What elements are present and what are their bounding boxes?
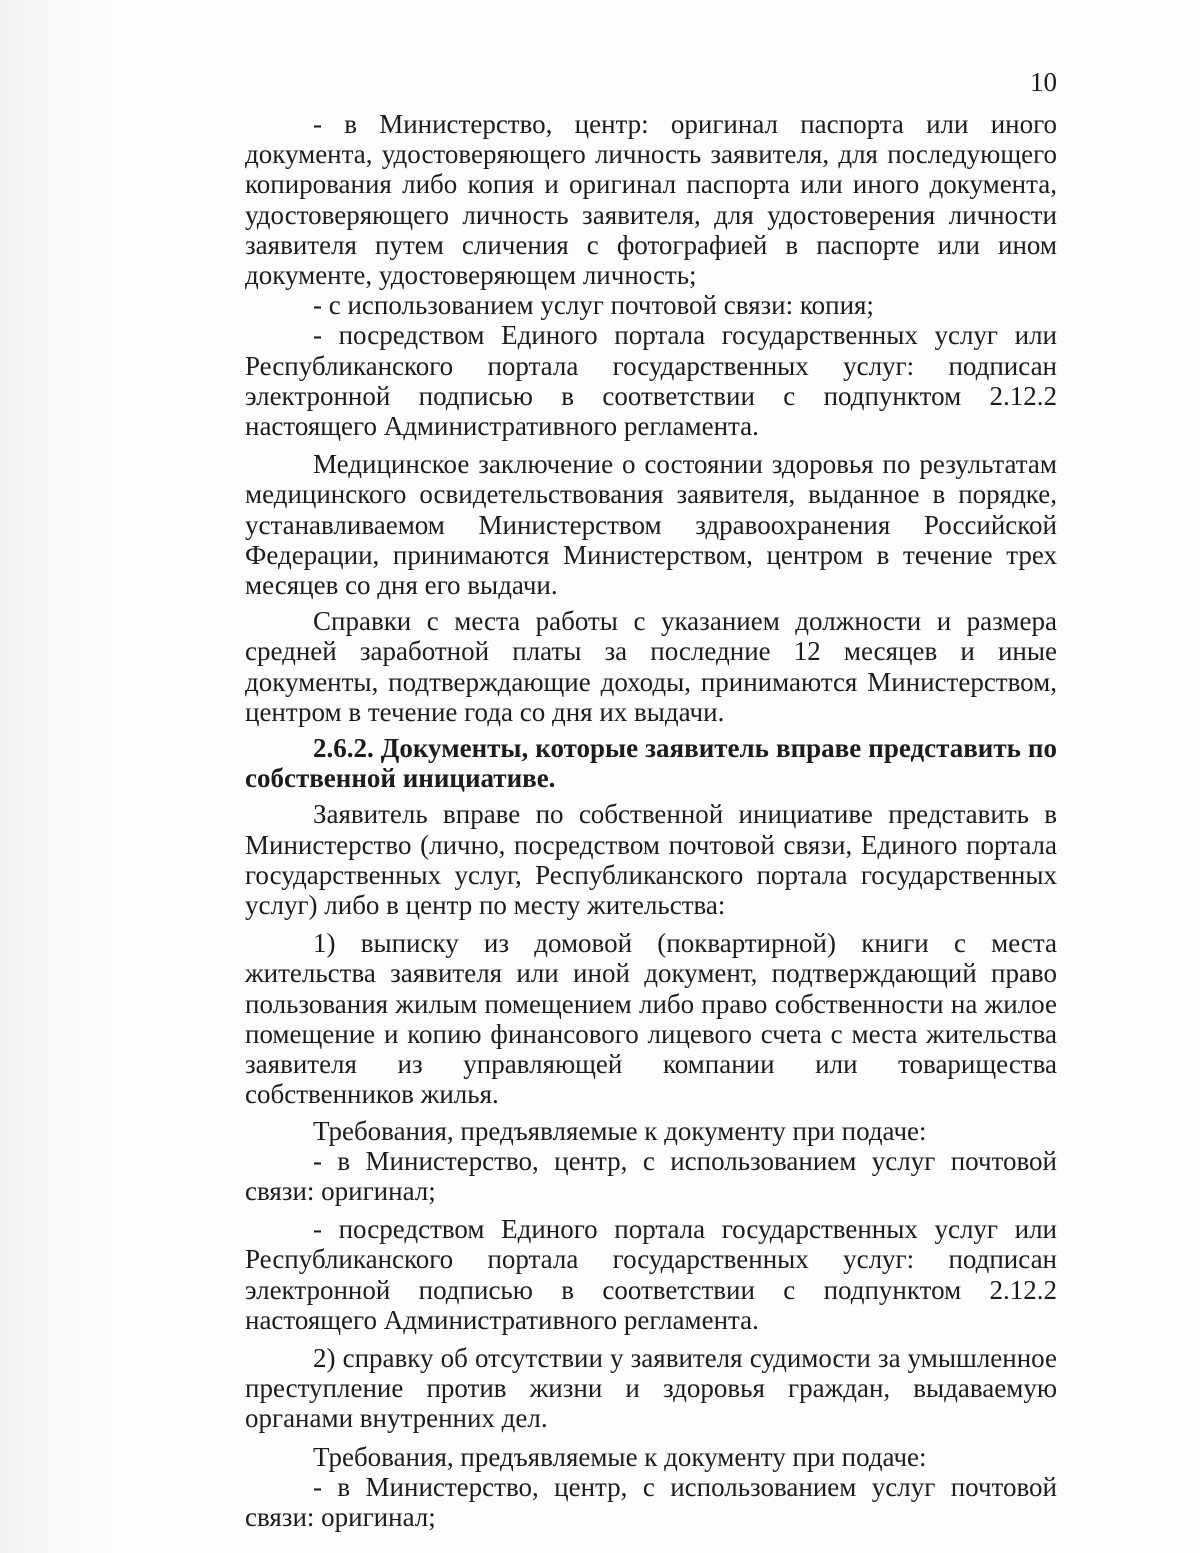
paragraph-medical-certificate: Медицинское заключение о состоянии здоровья по результатам медицинского освидетельствования заявителя, выданное в порядке, устанавливаемом Министерством здравоохранения Российской Федерации, принимаются Министерством, центром в течение трех месяцев со дня его выдачи. (245, 449, 1057, 601)
paragraph-ministry-postal-original-2: - в Министерство, центр, с использованием услуг почтовой связи: оригинал; (245, 1471, 1057, 1532)
scan-edge-shading (0, 0, 120, 1553)
paragraph-requirements-2: Требования, предъявляемые к документу при подаче: (313, 1441, 927, 1472)
paragraph-passport-requirement: - в Министерство, центр: оригинал паспорта или иного документа, удостоверяющего личность заявителя, для последующего копирования либо копия и оригинал паспорта или иного документа, удостоверяющего личность заявителя, для удостоверения личности заявителя путем сличения с фотографией в паспорте или ином документе, удостоверяющем личность; (245, 109, 1057, 291)
list-item-2-criminal-record: 2) справку об отсутствии у заявителя судимости за умышленное преступление против жизни и здоровья граждан, выдаваемую органами внутренних дел. (245, 1342, 1057, 1434)
paragraph-income-certificates: Справки с места работы с указанием должности и размера средней заработной платы за последние 12 месяцев и иные документы, подтверждающие доходы, принимаются Министерством, центром в течение года со дня их выдачи. (245, 606, 1057, 727)
list-item-1-house-book-extract: 1) выписку из домовой (поквартирной) книги с места жительства заявителя или иной документ, подтверждающий право пользования жилым помещением либо право собственности на жилое помещение и копию финансового лицевого счета с места жительства заявителя из управляющей компании или товарищества собственников жилья. (245, 928, 1057, 1110)
paragraph-own-initiative: Заявитель вправе по собственной инициативе представить в Министерство (лично, посредством почтовой связи, Единого портала государственных услуг, Республиканского портала государственных услуг) либо в центр по месту жительства: (245, 799, 1057, 921)
paragraph-requirements-1: Требования, предъявляемые к документу при подаче: (313, 1115, 927, 1146)
page-number: 10 (1030, 67, 1057, 97)
paragraph-portal-signature: - посредством Единого портала государственных услуг или Республиканского портала государственных услуг: подписан электронной подписью в соответствии с подпунктом 2.12.2 настоящего Административного регламента. (245, 320, 1057, 442)
paragraph-ministry-postal-original-1: - в Министерство, центр, с использованием услуг почтовой связи: оригинал; (245, 1145, 1057, 1206)
section-heading-2-6-2: 2.6.2. Документы, которые заявитель вправе представить по собственной инициативе. (245, 733, 1057, 794)
paragraph-postal-copy: - с использованием услуг почтовой связи: копия; (313, 290, 874, 321)
document-body (245, 109, 1057, 1532)
paragraph-portal-signature-2: - посредством Единого портала государственных услуг или Республиканского портала государственных услуг: подписан электронной подписью в соответствии с подпунктом 2.12.2 настоящего Административного регламента. (245, 1214, 1057, 1335)
